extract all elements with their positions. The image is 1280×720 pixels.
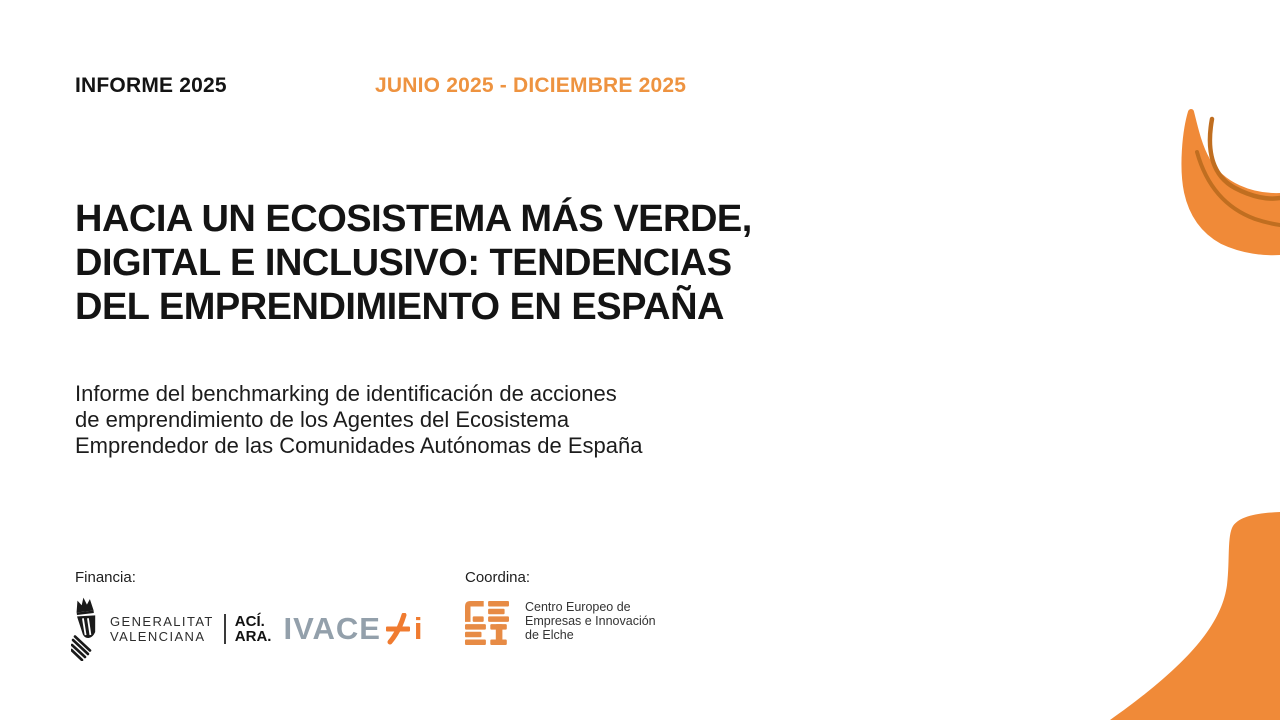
subtitle-line-3: Emprendedor de las Comunidades Autónomas de España	[75, 433, 643, 458]
subtitle-line-1: Informe del benchmarking de identificación de acciones	[75, 381, 617, 406]
orange-corner-blob-icon	[1110, 512, 1280, 720]
page-subtitle	[75, 381, 642, 459]
ara-line: ARA.	[234, 628, 272, 645]
financia-logos-row	[71, 597, 423, 661]
coordina-label: Coordina:	[465, 569, 531, 586]
ceei-name	[525, 599, 656, 642]
ivace-plus-icon	[385, 613, 413, 645]
generalitat-wordmark	[110, 614, 214, 644]
ivace-logo	[283, 611, 422, 647]
ivace-wordmark: IVACE	[283, 611, 381, 646]
financia-section	[75, 569, 423, 646]
ceei-name-line-2: Empresas e Innovación	[525, 613, 656, 628]
logo-divider	[224, 614, 226, 644]
page-title	[75, 197, 752, 329]
ceei-name-line-3: de Elche	[525, 627, 574, 642]
leaf-outline-curve-icon	[1210, 119, 1280, 199]
ceei-monogram-icon	[465, 601, 509, 645]
coordina-logos-row	[465, 599, 656, 645]
orange-leaf-crescent-icon	[1184, 112, 1280, 252]
generalitat-line-1: GENERALITAT	[110, 614, 214, 629]
title-line-3: DEL EMPRENDIMIENTO EN ESPAÑA	[75, 286, 724, 328]
leaf-inner-curve-icon	[1197, 152, 1280, 225]
report-period: JUNIO 2025 - DICIEMBRE 2025	[375, 74, 687, 97]
generalitat-emblem-icon	[71, 597, 101, 661]
ivace-i-suffix: i	[413, 611, 423, 646]
report-label: INFORME 2025	[75, 74, 227, 97]
coordina-section	[465, 569, 656, 642]
financia-label: Financia:	[75, 569, 136, 586]
aci-ara-wordmark	[235, 614, 272, 645]
ceei-name-line-1: Centro Europeo de	[525, 600, 631, 614]
title-line-2: DIGITAL E INCLUSIVO: TENDENCIAS	[75, 242, 732, 284]
title-line-1: HACIA UN ECOSISTEMA MÁS VERDE,	[75, 198, 752, 240]
aci-line: ACÍ.	[234, 612, 265, 630]
generalitat-line-2: VALENCIANA	[110, 629, 206, 644]
subtitle-line-2: de emprendimiento de los Agentes del Ecosistema	[75, 407, 570, 432]
